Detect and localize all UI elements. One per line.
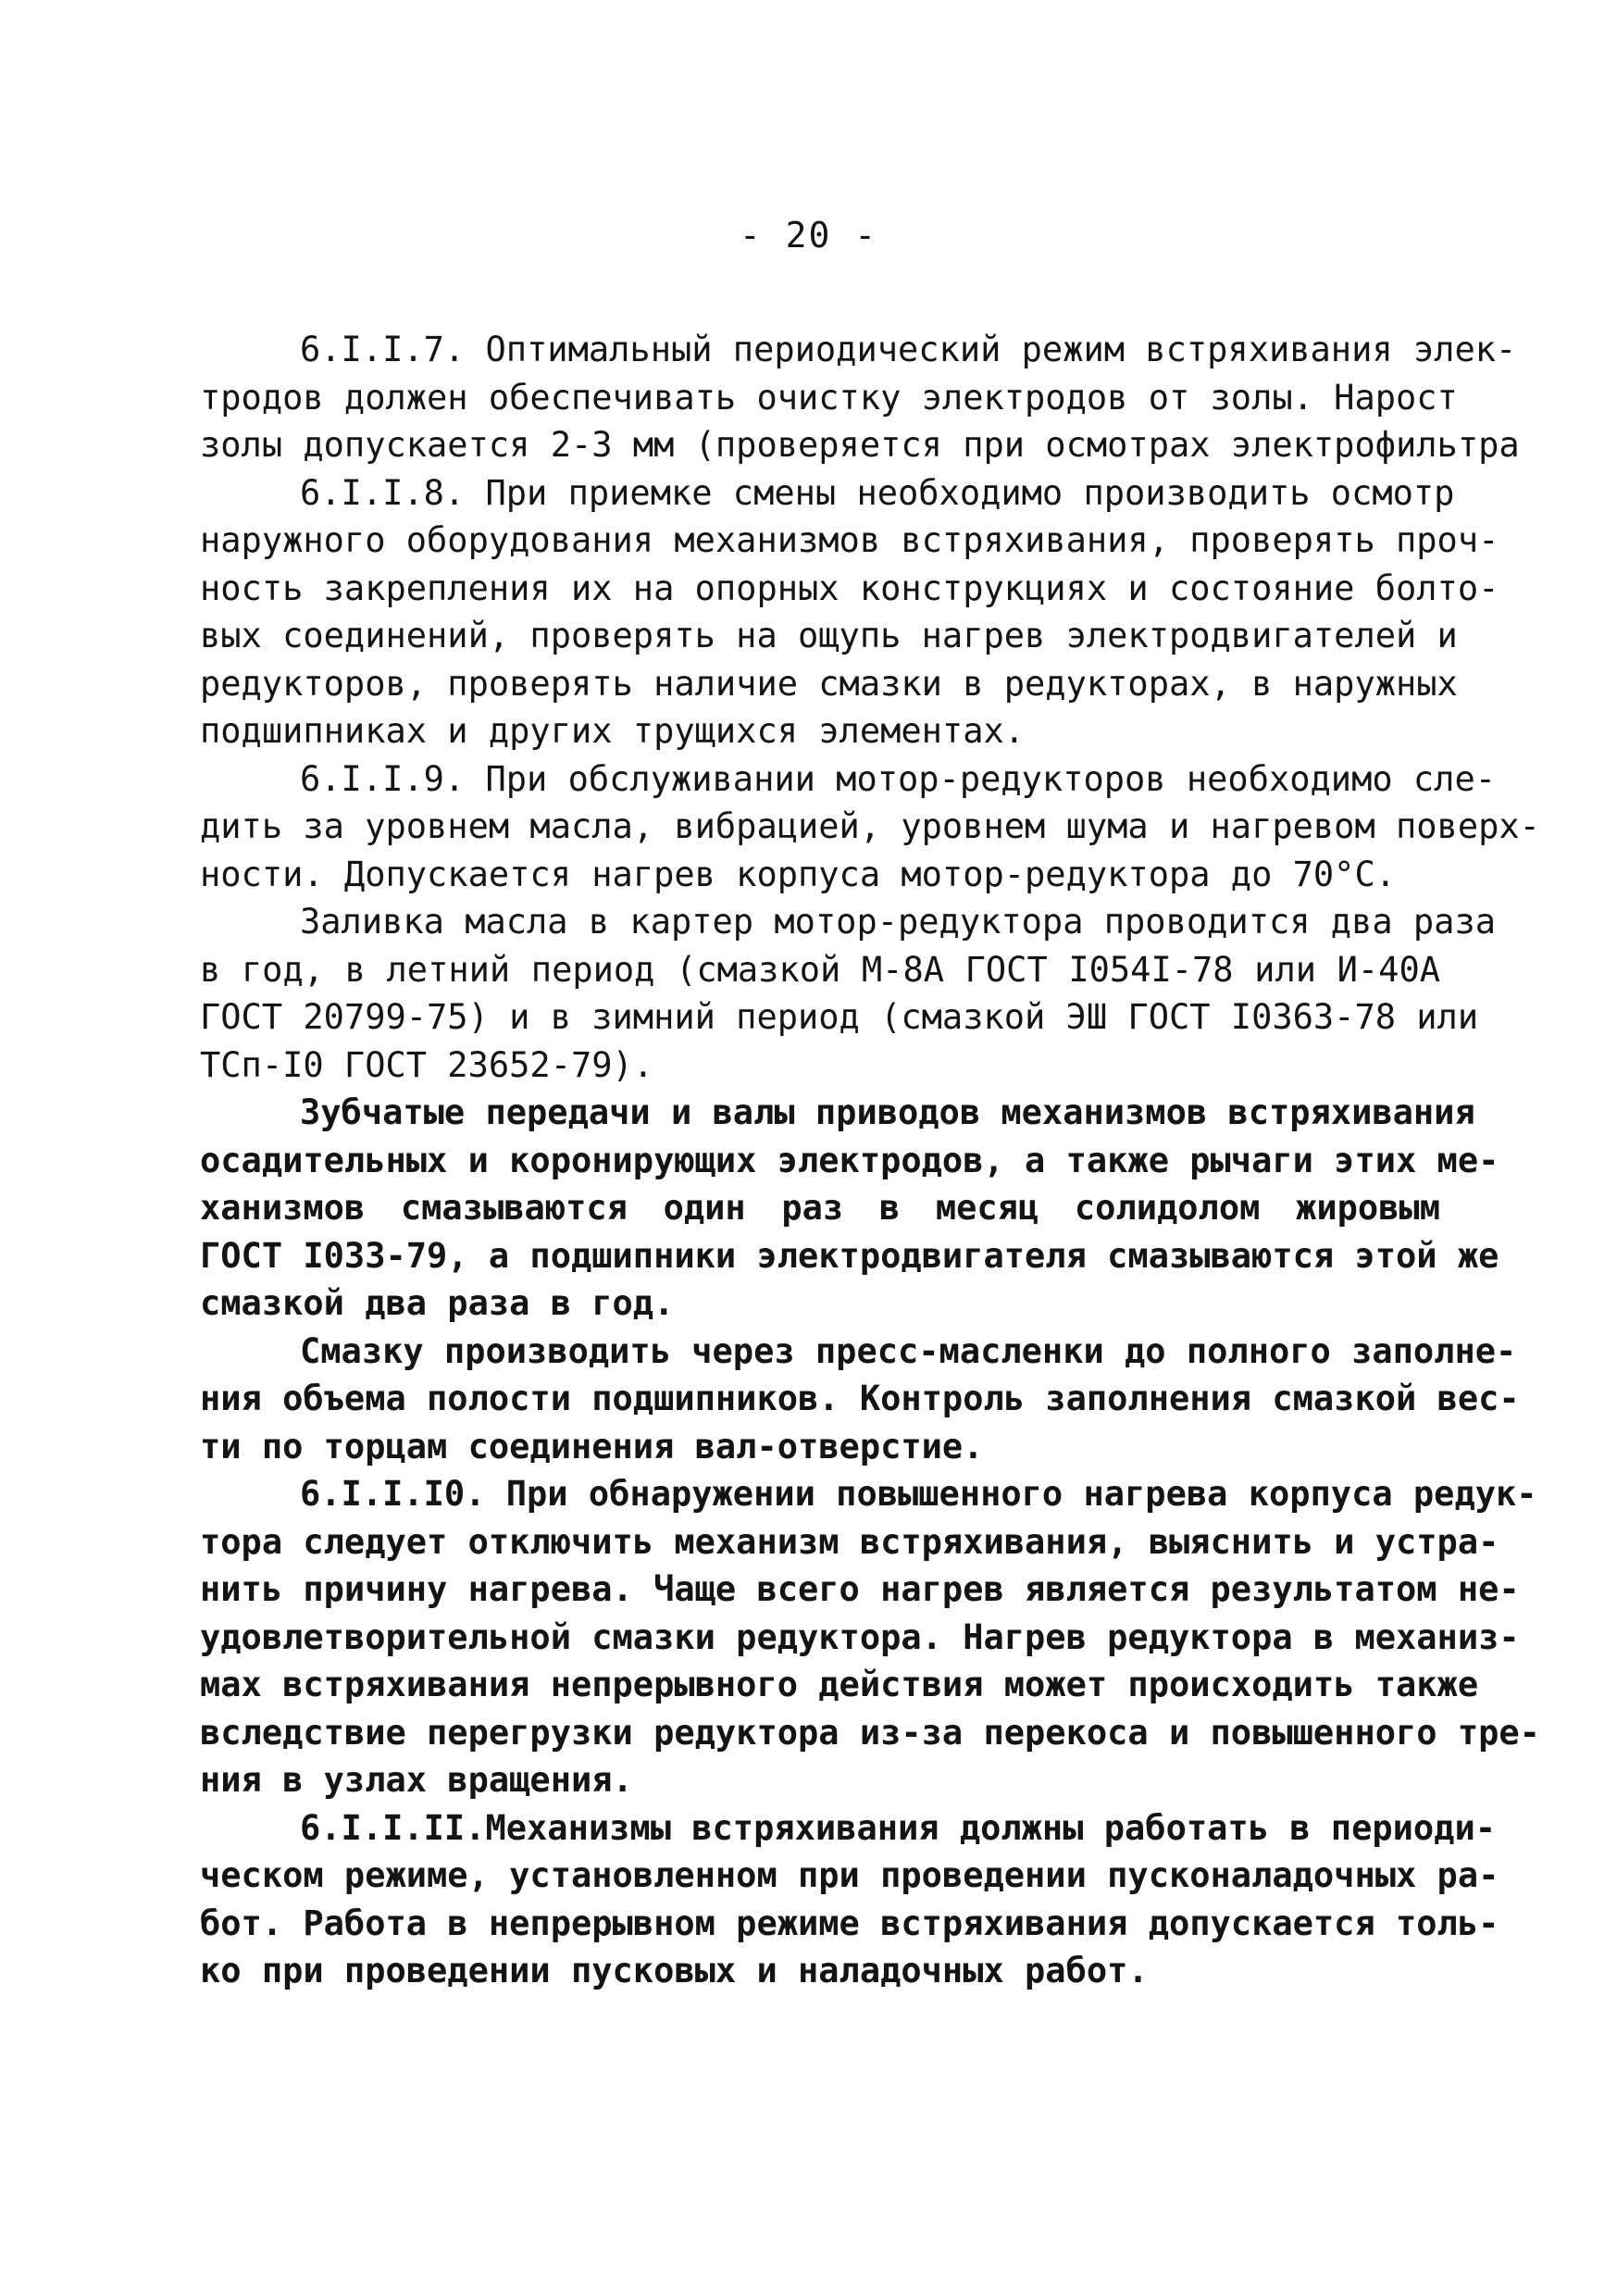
text-line: ти по торцам соединения вал-отверстие. (200, 1426, 984, 1466)
text-line: подшипниках и других трущихся элементах. (200, 711, 1026, 751)
paragraph (200, 326, 1520, 469)
text-line: Зубчатые передачи и валы приводов механизмов встряхивания (300, 1092, 1475, 1132)
text-line: 6.I.I.8. При приемке смены необходимо производить осмотр (300, 472, 1455, 513)
text-line: дить за уровнем масла, вибрацией, уровнем шума и нагревом поверх- (200, 806, 1540, 846)
text-line: ГОСТ 20799-75) и в зимний период (смазкой ЭШ ГОСТ I0363-78 или (200, 997, 1479, 1037)
paragraph (200, 1328, 1520, 1471)
text-line: ТСп-I0 ГОСТ 23652-79). (200, 1044, 654, 1085)
text-line: тора следует отключить механизм встряхивания, выяснить и устра- (200, 1521, 1499, 1562)
paragraph (200, 1470, 1540, 1804)
text-line: наружного оборудования механизмов встряхивания, проверять проч- (200, 520, 1499, 560)
text-line: 6.I.I.I0. При обнаружении повышенного нагрева корпуса редук- (300, 1474, 1537, 1514)
text-line: золы допускается 2-3 мм (проверяется при осмотрах электрофильтра (200, 425, 1520, 465)
page-number: - 20 - (739, 215, 878, 256)
text-line: нить причину нагрева. Чаще всего нагрев является результатом не- (200, 1569, 1520, 1609)
text-line: ческом режиме, установленном при проведении пусконаладочных ра- (200, 1855, 1499, 1895)
text-line: редукторов, проверять наличие смазки в редукторах, в наружных (200, 663, 1458, 704)
text-line: осадительных и коронирующих электродов, а также рычаги этих ме- (200, 1140, 1499, 1180)
paragraph (200, 755, 1540, 899)
text-line: ность закрепления их на опорных конструкциях и состояние болто- (200, 568, 1499, 608)
text-line: вследствие перегрузки редуктора из-за перекоса и повышенного тре- (200, 1712, 1540, 1753)
paragraph (200, 898, 1497, 1089)
text-line: ния в узлах вращения. (200, 1760, 633, 1800)
text-line: 6.I.I.II.Механизмы встряхивания должны работать в периоди- (300, 1807, 1497, 1848)
text-line: ности. Допускается нагрев корпуса мотор-редуктора до 70°С. (200, 854, 1397, 894)
paragraph (200, 1089, 1499, 1328)
paragraph (200, 469, 1499, 755)
text-line: удовлетворительной смазки редуктора. Нагрев редуктора в механиз- (200, 1616, 1520, 1657)
text-line: мах встряхивания непрерывного действия может происходить также (200, 1665, 1479, 1704)
text-line: Заливка масла в картер мотор-редуктора проводится два раза (300, 902, 1497, 942)
body-text (200, 326, 1540, 1995)
text-line: Смазку производить через пресс-масленки до полного заполне- (300, 1330, 1517, 1371)
text-line: в год, в летний период (смазкой М-8А ГОСТ I054I-78 или И-40А (200, 949, 1440, 990)
text-line: вых соединений, проверять на ощупь нагрев электродвигателей и (200, 616, 1458, 655)
text-line: 6.I.I.7. Оптимальный периодический режим встряхивания элек- (300, 330, 1517, 369)
text-line: бот. Работа в непрерывном режиме встряхивания допускается толь- (200, 1903, 1499, 1943)
text-line: смазкой два раза в год. (200, 1283, 675, 1323)
text-line: тродов должен обеспечивать очистку электродов от золы. Нарост (200, 377, 1458, 418)
text-line: ГОСТ I033-79, а подшипники электродвигателя смазываются этой же (200, 1235, 1499, 1276)
text-line: ханизмов смазываются один раз в месяц солидолом жировым (200, 1188, 1440, 1228)
text-line: ко при проведении пусковых и наладочных работ. (200, 1951, 1149, 1990)
text-line: ния объема полости подшипников. Контроль заполнения смазкой вес- (200, 1379, 1520, 1418)
text-line: 6.I.I.9. При обслуживании мотор-редукторов необходимо сле- (300, 758, 1497, 799)
paragraph (200, 1804, 1499, 1995)
